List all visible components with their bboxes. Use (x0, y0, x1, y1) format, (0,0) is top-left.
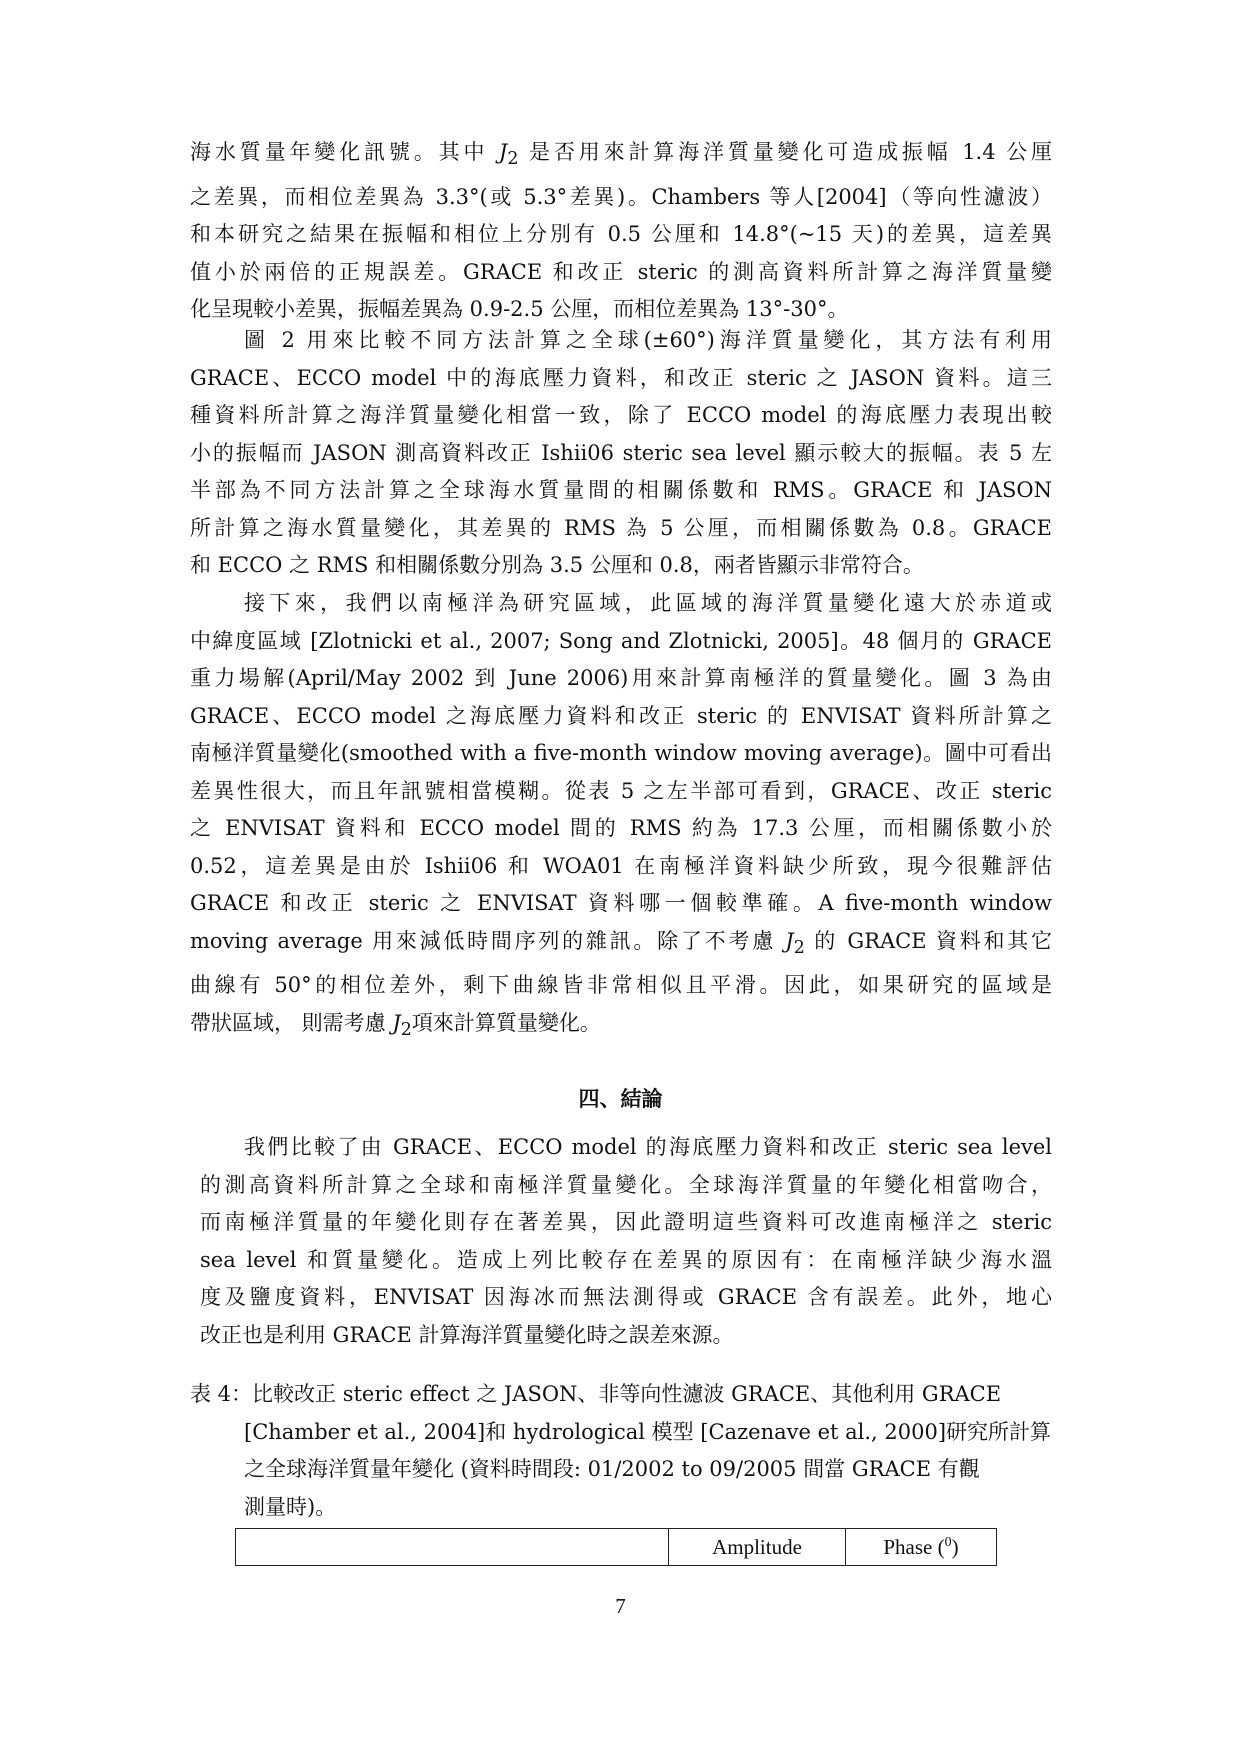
table-header-row (236, 1529, 997, 1566)
text-line: 改正也是利用 GRACE 計算海洋質量變化時之誤差來源。 (200, 1322, 734, 1347)
text-line: 帶狀區域， 則需考慮 $J_2$項來計算質量變化。 (190, 1010, 601, 1040)
text-line: 我們比較了由 GRACE、ECCO model 的海底壓力資料和改正 steric sea level (244, 1135, 1052, 1159)
text-line: 差異性很大，而且年訊號相當模糊。從表 5 之左半部可看到，GRACE、改正 steric (190, 778, 1052, 803)
table-header-cell (236, 1529, 669, 1566)
table-header-amplitude: Amplitude (669, 1529, 846, 1566)
text-line: 度及鹽度資料，ENVISAT 因海冰而無法測得或 GRACE 含有誤差。此外，地心 (200, 1285, 1052, 1309)
text-line: 接下來，我們以南極洋為研究區域，此區域的海洋質量變化遠大於赤道或 (244, 591, 1052, 615)
paragraph-2 (190, 322, 1052, 585)
text-line: 而南極洋質量的年變化則存在著差異，因此證明這些資料可改進南極洋之 steric (200, 1210, 1052, 1234)
text-line: 值小於兩倍的正規誤差。GRACE 和改正 steric 的測高資料所計算之海洋質量變 (190, 259, 1052, 284)
text-line: 半部為不同方法計算之全球海水質量間的相關係數和 RMS。GRACE 和 JASON (190, 478, 1052, 502)
text-line: GRACE、ECCO model 中的海底壓力資料，和改正 steric 之 JASON 資料。這三 (190, 365, 1052, 390)
text-line: 圖 2 用來比較不同方法計算之全球(±60°)海洋質量變化，其方法有利用 (244, 328, 1052, 352)
text-line: 和 ECCO 之 RMS 和相關係數分別為 3.5 公厘和 0.8，兩者皆顯示非常符合。 (190, 553, 924, 577)
section-heading: 四、結論 (578, 1086, 663, 1111)
text-line: 表 4：比較改正 steric effect 之 JASON、非等向性濾波 GRACE、其他利用 GRACE (190, 1382, 1002, 1406)
text-line: GRACE、ECCO model 之海底壓力資料和改正 steric 的 ENVISAT 資料所計算之 (190, 703, 1052, 728)
paragraph-4 (200, 1129, 1052, 1354)
text-line: 重力場解(April/May 2002 到 June 2006)用來計算南極洋的質量變化。圖 3 為由 (190, 666, 1052, 690)
text-line: GRACE 和改正 steric 之 ENVISAT 資料哪一個較準確。A five-month window (190, 891, 1052, 915)
text-line: 測量時)。 (244, 1494, 337, 1519)
text-line: 之 ENVISAT 資料和 ECCO model 間的 RMS 約為 17.3 公厘，而相關係數小於 (190, 816, 1052, 840)
paragraph-3 (190, 585, 1052, 1049)
text-line: 和本研究之結果在振幅和相位上分別有 0.5 公厘和 14.8°(~15 天)的差異，這差異 (190, 222, 1052, 247)
text-line: 之全球海洋質量年變化 (資料時間段: 01/2002 to 09/2005 間當 GRACE 有觀 (244, 1457, 980, 1481)
text-line: sea level 和質量變化。造成上列比較存在差異的原因有：在南極洋缺少海水溫 (200, 1247, 1052, 1272)
text-line: 曲線有 50°的相位差外，剩下曲線皆非常相似且平滑。因此，如果研究的區域是 (190, 973, 1052, 998)
page-number: 7 (615, 1594, 626, 1618)
text-line: 的測高資料所計算之全球和南極洋質量變化。全球海洋質量的年變化相當吻合， (200, 1172, 1052, 1197)
paragraph-1 (190, 134, 1052, 329)
text-line: 化呈現較小差異，振幅差異為 0.9-2.5 公厘，而相位差異為 13°-30°。 (190, 297, 849, 322)
text-line: 0.52，這差異是由於 Ishii06 和 WOA01 在南極洋資料缺少所致，現今很難評估 (190, 853, 1052, 878)
text-line: 種資料所計算之海洋質量變化相當一致，除了 ECCO model 的海底壓力表現出較 (190, 403, 1052, 427)
text-line: 南極洋質量變化(smoothed with a five-month window moving average)。圖中可看出 (190, 741, 1052, 765)
text-line: moving average 用來減低時間序列的雜訊。除了不考慮 $J_2$ 的 GRACE 資料和其它 (190, 928, 1052, 958)
text-line: 所計算之海水質量變化，其差異的 RMS 為 5 公厘，而相關係數為 0.8。GRACE (190, 515, 1052, 540)
table-caption (190, 1376, 1052, 1526)
data-table (235, 1528, 997, 1566)
text-line: 小的振幅而 JASON 測高資料改正 Ishii06 steric sea level 顯示較大的振幅。表 5 左 (190, 440, 1052, 465)
text-line: 海水質量年變化訊號。其中 $J_2$ 是否用來計算海洋質量變化可造成振幅 1.4 公厘 (190, 140, 1052, 170)
table-header-phase: Phase ($^0$) (846, 1529, 997, 1566)
text-line: 之差異，而相位差異為 3.3°(或 5.3°差異)。Chambers 等人[2004]（等向性濾波） (190, 184, 1052, 209)
text-line: 中緯度區域 [Zlotnicki et al., 2007; Song and Zlotnicki, 2005]。48 個月的 GRACE (190, 628, 1052, 653)
text-line: [Chamber et al., 2004]和 hydrological 模型 [Cazenave et al., 2000]研究所計算 (244, 1419, 1052, 1444)
